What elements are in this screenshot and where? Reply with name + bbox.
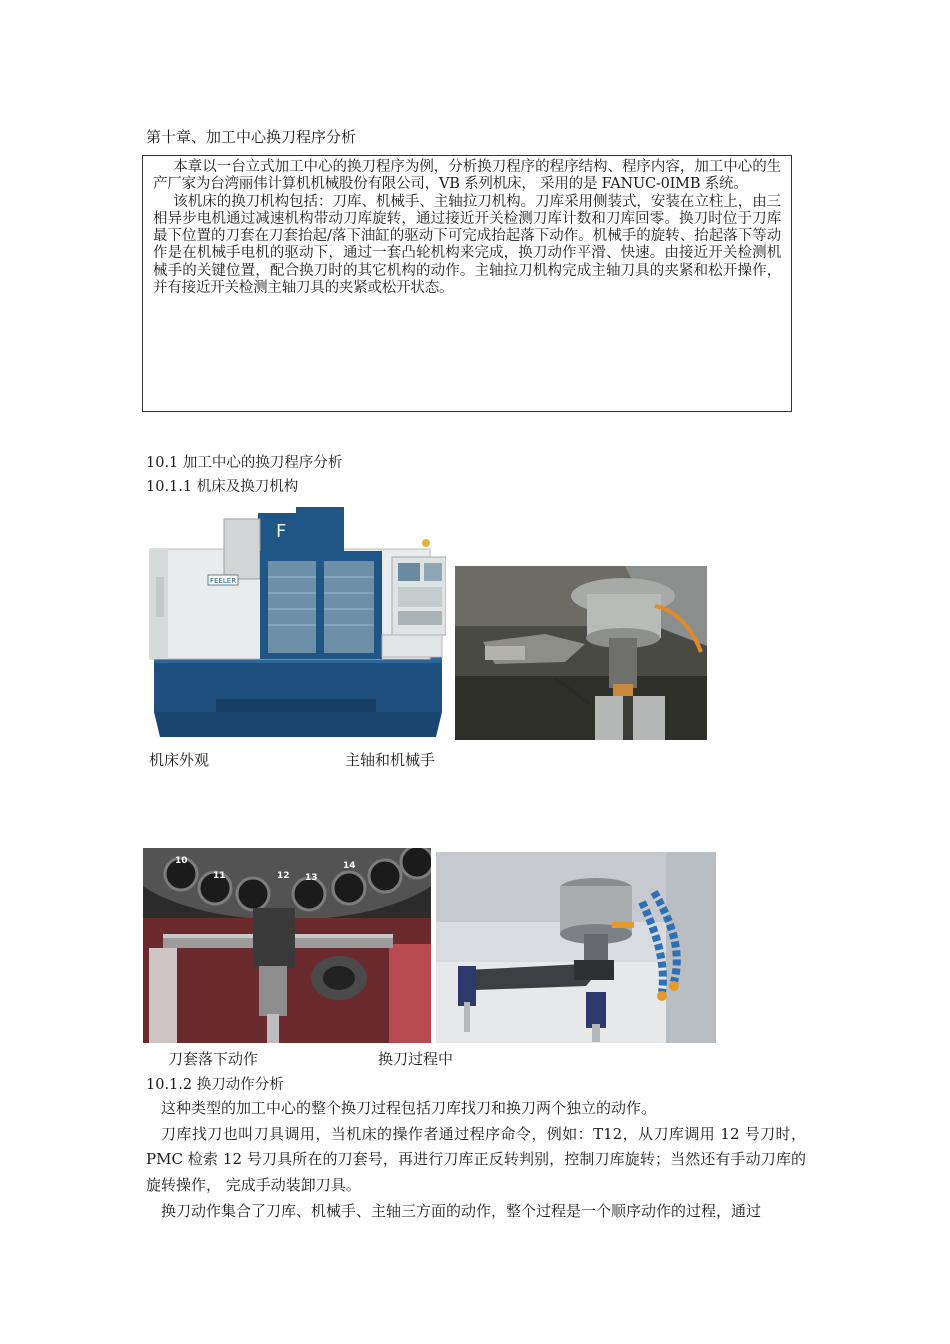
body-text	[146, 1096, 806, 1225]
body-paragraph-1: 这种类型的加工中心的整个换刀过程包括刀库找刀和换刀两个独立的动作。	[161, 1099, 657, 1117]
tool-pot-drop-photo	[143, 848, 431, 1043]
caption-machine-exterior: 机床外观	[149, 751, 210, 769]
section-heading-10-1: 10.1 加工中心的换刀程序分析	[146, 455, 343, 471]
section-heading-10-1-2: 10.1.2 换刀动作分析	[146, 1077, 284, 1093]
machine-logo: FEELER	[210, 577, 237, 585]
svg-text:F: F	[276, 521, 287, 542]
abstract-paragraph-2: 该机床的换刀机构包括：刀库、机械手、主轴拉刀机构。刀库采用侧装式，安装在立柱上，由三相异步电机通过减速机构带动刀库旋转，通过接近开关检测刀库计数和刀库回零。换刀时位于刀库最下位置的刀套在刀套抬起/落下油缸的驱动下可完成抬起落下动作。机械手的旋转、抬起落下等动作是在机械手电机的驱动下，通过一套凸轮机构来完成，换刀动作平滑、快速。由接近开关检测机械手的关键位置，配合换刀时的其它机构的动作。主轴拉刀机构完成主轴刀具的夹紧和松开操作，并有接近开关检测主轴刀具的夹紧或松开状态。	[153, 193, 781, 297]
section-heading-10-1-1: 10.1.1 机床及换刀机构	[146, 479, 299, 495]
magazine-number-11: 11	[213, 871, 226, 881]
caption-tool-change: 换刀过程中	[378, 1050, 454, 1068]
magazine-number-13: 13	[305, 873, 318, 883]
magazine-number-12: 12	[277, 871, 290, 881]
caption-spindle-arm: 主轴和机械手	[345, 751, 436, 769]
magazine-number-10: 10	[175, 856, 188, 866]
caption-tool-pot-drop: 刀套落下动作	[168, 1050, 259, 1068]
abstract-paragraph-1: 本章以一台立式加工中心的换刀程序为例，分析换刀程序的程序结构、程序内容，加工中心的生产厂家为台湾丽伟计算机机械股份有限公司，VB 系列机床， 采用的是 FANUC-0IMB 系统。	[153, 159, 781, 193]
tool-change-photo	[436, 852, 716, 1043]
body-paragraph-2: 刀库找刀也叫刀具调用，当机床的操作者通过程序命令，例如：T12，从刀库调用 12 号刀时，PMC 检索 12 号刀具所在的刀套号，再进行刀库正反转判别，控制刀库旋转；当然还有手动刀库的旋转操作， 完成手动装卸刀具。	[146, 1124, 806, 1195]
machine-exterior-photo	[146, 507, 446, 741]
body-paragraph-3: 换刀动作集合了刀库、机械手、主轴三方面的动作，整个过程是一个顺序动作的过程，通过	[161, 1201, 762, 1220]
chapter-title: 第十章、加工中心换刀程序分析	[146, 128, 357, 146]
spindle-arm-photo	[455, 566, 707, 740]
abstract-box	[142, 155, 792, 412]
magazine-number-14: 14	[343, 861, 356, 871]
